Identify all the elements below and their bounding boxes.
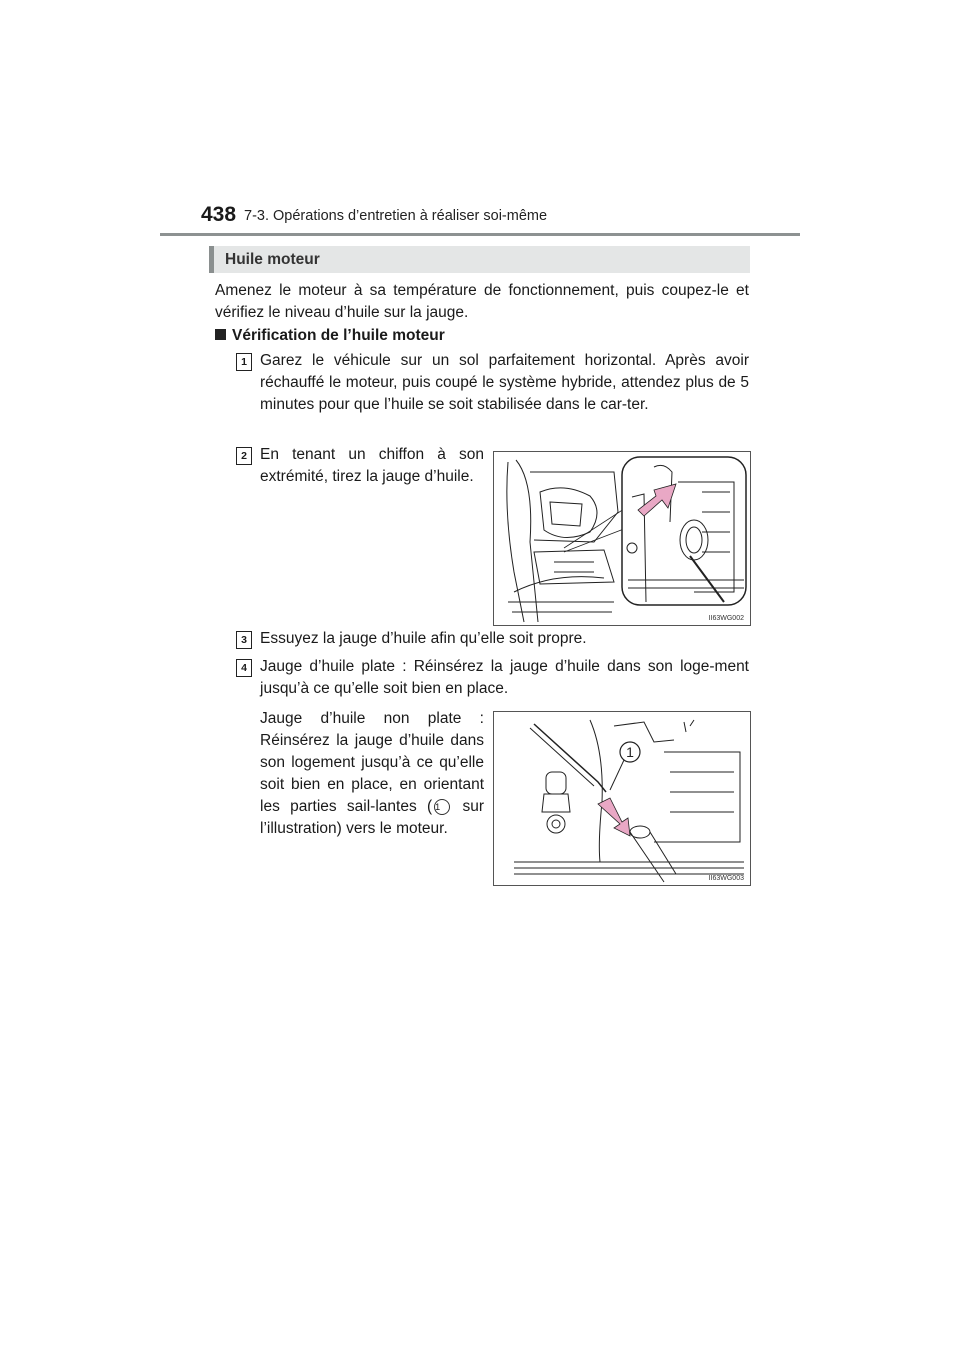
engine-bay-illustration bbox=[494, 452, 750, 625]
square-bullet-icon bbox=[215, 329, 226, 340]
section-title: 7-3. Opérations d’entretien à réaliser soi-même bbox=[244, 208, 548, 224]
figure-insert-dipstick bbox=[493, 711, 751, 886]
dipstick-insertion-illustration bbox=[494, 712, 750, 885]
step-1-text: Garez le véhicule sur un sol parfaitement horizontal. Après avoir réchauffé le moteur, puis coupé le système hybride, attendez plus de 5 minutes pour que l’huile se soit stabilisée dans le car-ter. bbox=[260, 352, 749, 413]
section-band-title: Huile moteur bbox=[225, 251, 320, 268]
figure-callout-label: 1 bbox=[626, 744, 634, 760]
step-4-text: Jauge d’huile plate : Réinsérez la jauge d’huile dans son loge-ment jusqu’à ce qu’elle soit bien en place. bbox=[260, 658, 749, 697]
step-2-text: En tenant un chiffon à son extrémité, tirez la jauge d’huile. bbox=[260, 446, 484, 485]
subsection-title: Vérification de l’huile moteur bbox=[232, 327, 445, 344]
intro-paragraph: Amenez le moteur à sa température de fonctionnement, puis coupez-le et vérifiez le niveau d’huile sur la jauge. bbox=[215, 282, 749, 321]
step-number-4: 4 bbox=[236, 659, 252, 677]
callout-marker-1: 1 bbox=[434, 799, 450, 815]
step-4b-before: Jauge d’huile non plate : Réinsérez la jauge d’huile dans son logement jusqu’à ce qu’elle soit bien en place, en orientant les parties sail-lantes ( bbox=[260, 710, 484, 815]
zoom-circle bbox=[622, 457, 746, 605]
header-divider bbox=[160, 233, 800, 236]
step-number-3: 3 bbox=[236, 631, 252, 649]
step-number-2: 2 bbox=[236, 447, 252, 465]
insert-arrow-icon bbox=[598, 798, 630, 836]
step-4-non-flat-text bbox=[260, 708, 484, 840]
figure-code: II63WG002 bbox=[708, 615, 744, 622]
subsection-heading bbox=[215, 327, 445, 345]
step-4b-after: sur l’illustration) vers le moteur. bbox=[260, 798, 484, 837]
callout-1-icon bbox=[610, 742, 640, 790]
figure-pull-dipstick bbox=[493, 451, 751, 626]
step-3-text: Essuyez la jauge d’huile afin qu’elle soit propre. bbox=[260, 630, 587, 647]
section-band-marker bbox=[209, 246, 214, 273]
step-number-1: 1 bbox=[236, 353, 252, 371]
figure-code: II63WG003 bbox=[708, 875, 744, 882]
page-number: 438 bbox=[201, 203, 237, 226]
